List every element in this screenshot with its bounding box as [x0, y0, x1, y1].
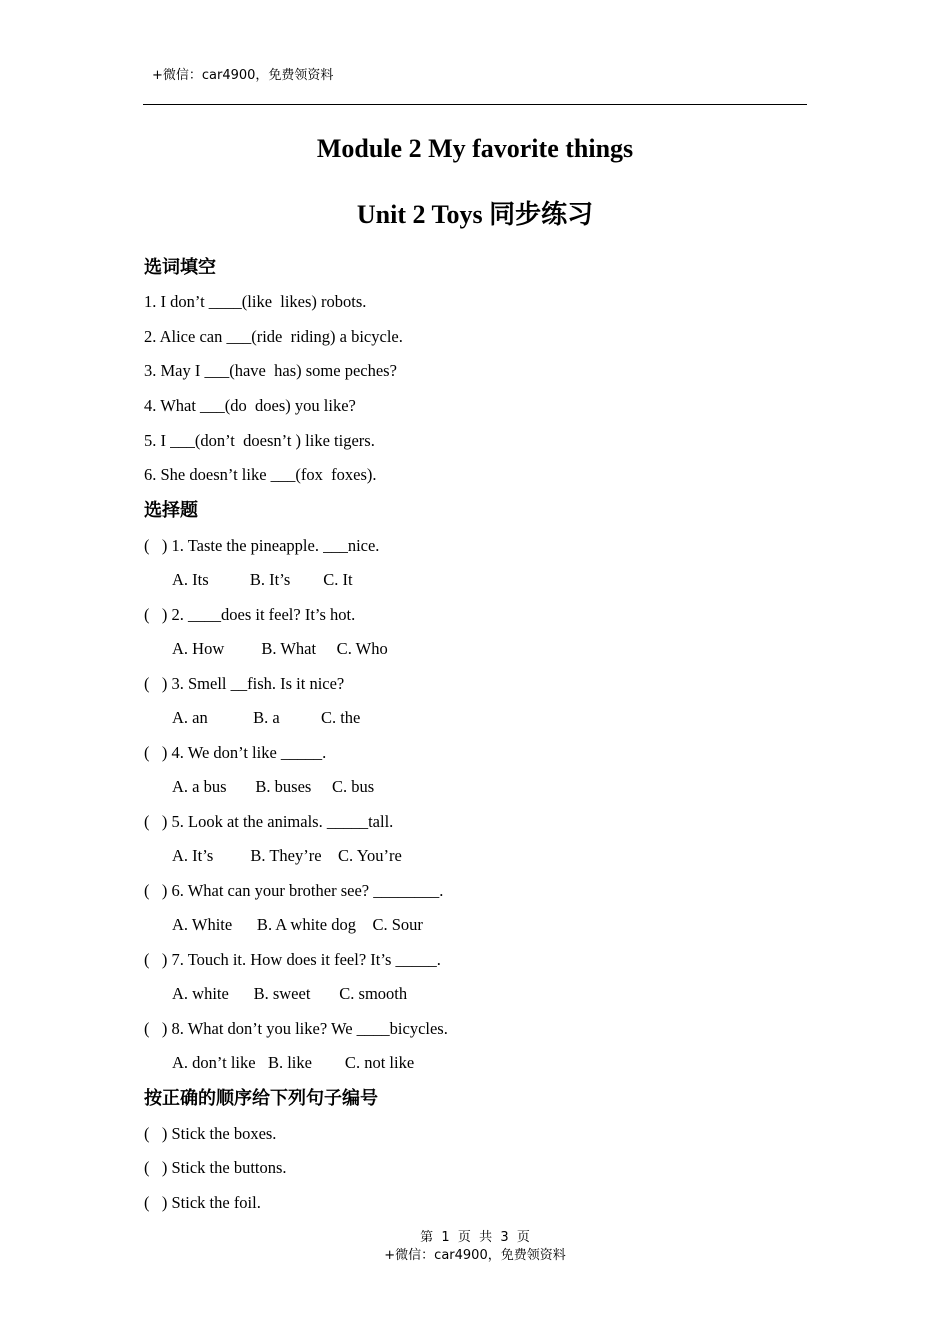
- choice-options-2: A. How B. What C. Who: [172, 639, 388, 658]
- fill-item-6: 6. She doesn’t like ___(fox foxes).: [144, 465, 377, 484]
- order-item-1: ( ) Stick the boxes.: [144, 1124, 277, 1143]
- choice-question-5: ( ) 5. Look at the animals. _____tall.: [144, 812, 394, 831]
- fill-item-2: 2. Alice can ___(ride riding) a bicycle.: [144, 327, 403, 346]
- choice-question-1: ( ) 1. Taste the pineapple. ___nice.: [144, 536, 380, 555]
- unit-title: Unit 2 Toys 同步练习: [356, 200, 594, 229]
- page-number: 第 1 页 共 3 页: [420, 1230, 530, 1245]
- section-heading-ordering: 按正确的顺序给下列句子编号: [144, 1088, 378, 1109]
- choice-question-3: ( ) 3. Smell __fish. Is it nice?: [144, 674, 345, 693]
- section-heading-fill-in: 选词填空: [144, 257, 216, 278]
- section-heading-multiple-choice: 选择题: [144, 500, 198, 521]
- page-footer-note: +微信：car4900，免费领资料: [384, 1248, 566, 1263]
- order-item-2: ( ) Stick the buttons.: [144, 1158, 287, 1177]
- choice-options-5: A. It’s B. They’re C. You’re: [172, 846, 402, 865]
- header-divider: [143, 104, 807, 105]
- choice-question-2: ( ) 2. ____does it feel? It’s hot.: [144, 605, 356, 624]
- fill-item-1: 1. I don’t ____(like likes) robots.: [144, 292, 367, 311]
- choice-options-3: A. an B. a C. the: [172, 708, 361, 727]
- order-item-3: ( ) Stick the foil.: [144, 1193, 261, 1212]
- fill-item-3: 3. May I ___(have has) some peches?: [144, 361, 397, 380]
- choice-options-4: A. a bus B. buses C. bus: [172, 777, 375, 796]
- choice-question-6: ( ) 6. What can your brother see? ________.: [144, 881, 444, 900]
- fill-item-5: 5. I ___(don’t doesn’t ) like tigers.: [144, 431, 375, 450]
- choice-options-8: A. don’t like B. like C. not like: [172, 1053, 415, 1072]
- choice-options-7: A. white B. sweet C. smooth: [172, 984, 408, 1003]
- page-header-note: +微信：car4900，免费领资料: [152, 68, 334, 83]
- choice-options-1: A. Its B. It’s C. It: [172, 570, 353, 589]
- fill-item-4: 4. What ___(do does) you like?: [144, 396, 356, 415]
- choice-question-4: ( ) 4. We don’t like _____.: [144, 743, 327, 762]
- module-title: Module 2 My favorite things: [316, 134, 634, 163]
- choice-options-6: A. White B. A white dog C. Sour: [172, 915, 423, 934]
- choice-question-8: ( ) 8. What don’t you like? We ____bicycles.: [144, 1019, 448, 1038]
- choice-question-7: ( ) 7. Touch it. How does it feel? It’s _____.: [144, 950, 441, 969]
